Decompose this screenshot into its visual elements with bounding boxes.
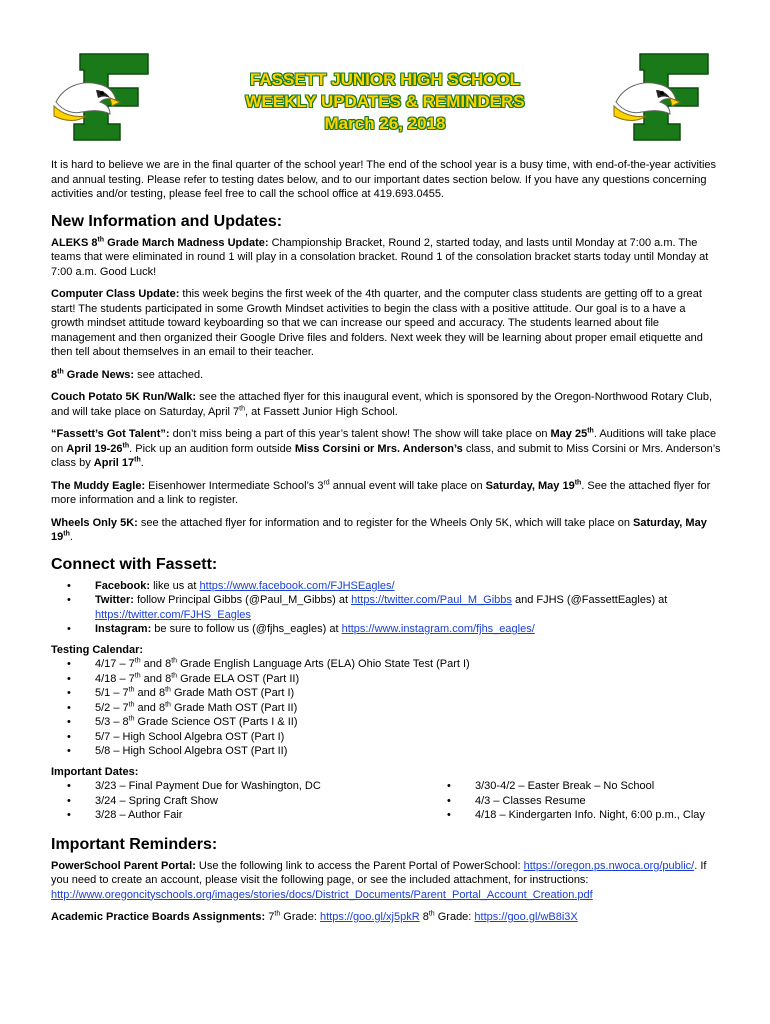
list-item: • 4/3 – Classes Resume — [475, 794, 721, 809]
aleks-update: ALEKS 8th Grade March Madness Update: Championship Bracket, Round 2, started today, and lasts until Monday at 7:00 a.m. The teams that were eliminated in round 1 will play in a consolation bracket. Round 1 of the consolation bracket starts today until Monday at 7:00 a.m. Good Luck! — [51, 235, 709, 278]
muddy-eagle-update: The Muddy Eagle: Eisenhower Intermediate School’s 3rd annual event will take place on Saturday, May 19th. See the attached flyer for more information and a link to register. — [51, 478, 711, 506]
list-item: • 3/28 – Author Fair — [95, 808, 431, 823]
newsletter-title: WEEKLY UPDATES & REMINDERS — [245, 92, 525, 111]
powerschool-label: PowerSchool Parent Portal: — [51, 859, 196, 872]
twitter-fjhs-link[interactable]: https://twitter.com/FJHS_Eagles — [95, 608, 251, 621]
computer-class-label: Computer Class Update: — [51, 288, 180, 300]
talent-show-label: “Fassett’s Got Talent”: — [51, 428, 170, 440]
twitter-principal-link[interactable]: https://twitter.com/Paul_M_Gibbs — [351, 594, 512, 606]
testing-calendar-list — [51, 657, 721, 759]
important-dates-heading: Important Dates: — [51, 765, 139, 778]
list-item: • 3/30-4/2 – Easter Break – No School — [475, 779, 721, 794]
list-item: • 3/24 – Spring Craft Show — [95, 794, 431, 809]
list-item: • 5/1 – 7th and 8th Grade Math OST (Part I) — [95, 686, 721, 701]
eagle-f-logo-icon — [612, 50, 712, 142]
powerschool-reminder: PowerSchool Parent Portal: Use the following link to access the Parent Portal of PowerSchool: https://oregon.ps.nwoca.org/public/. If you need to create an account, please visit the following page, or see the included attachment, for instructions: http://www.oregoncityschools.org/images/stories/docs/District_Documents/Parent_Portal_Account_Creation.pdf — [51, 859, 707, 901]
new-info-heading: New Information and Updates: — [51, 212, 283, 230]
muddy-eagle-label: The Muddy Eagle: — [51, 479, 146, 492]
list-item: • 4/17 – 7th and 8th Grade English Language Arts (ELA) Ohio State Test (Part I) — [95, 657, 721, 672]
connect-heading: Connect with Fassett: — [51, 555, 218, 573]
couch-potato-label: Couch Potato 5K Run/Walk: — [51, 391, 197, 403]
instagram-link[interactable]: https://www.instagram.com/fjhs_eagles/ — [341, 623, 535, 635]
list-item: • 5/3 – 8th Grade Science OST (Parts I & II) — [95, 715, 721, 730]
connect-list — [51, 579, 721, 637]
list-item: • 4/18 – Kindergarten Info. Night, 6:00 p.m., Clay — [475, 808, 721, 823]
list-item: • 4/18 – 7th and 8th Grade ELA OST (Part II) — [95, 672, 721, 687]
intro-paragraph: It is hard to believe we are in the final quarter of the school year! The end of the school year is a busy time, with end-of-the-year activities and annual testing. Please refer to testing dates below, and to our important dates section below. If you have any questions concerning activities and/or testing, please feel free to call the school office at 419.693.0455. — [51, 159, 717, 200]
grade8-label: 8th Grade News: — [51, 367, 135, 381]
wheels-only-label: Wheels Only 5K: — [51, 516, 138, 529]
list-item: • 5/2 – 7th and 8th Grade Math OST (Part II) — [95, 701, 721, 716]
computer-class-update: Computer Class Update: this week begins the first week of the 4th quarter, and the computer class students are getting off to a great start! The students participated in some Growth Mindset activities to begin the class with a positive attitude. Our goal is to a have a growth mindset attitude toward keyboarding so that we can increase our speed and accuracy. The students learned about file management and then organized their Google Drive files and folders. Next week they will be learning about proper email etiquette and then tell about themselves in an email to their teacher. — [51, 288, 703, 358]
grade8-board-link[interactable]: https://goo.gl/wB8i3X — [474, 911, 578, 923]
account-creation-link[interactable]: http://www.oregoncityschools.org/images/stories/docs/District_Documents/Parent_Portal_Account_Creation.pdf — [51, 888, 593, 901]
list-item: • Twitter: follow Principal Gibbs (@Paul_M_Gibbs) at https://twitter.com/Paul_M_Gibbs and FJHS (@FassettEagles) at https://twitter.com/FJHS_Eagles — [95, 593, 721, 622]
practice-boards-reminder: Academic Practice Boards Assignments: 7th Grade: https://goo.gl/xj5pkR 8th Grade: https://goo.gl/wB8i3X — [51, 910, 578, 923]
practice-boards-label: Academic Practice Boards Assignments: — [51, 911, 266, 923]
school-name-title: FASSETT JUNIOR HIGH SCHOOL — [249, 70, 521, 89]
newsletter-date: March 26, 2018 — [324, 114, 446, 133]
dates-right-column — [431, 779, 721, 823]
list-item: • Facebook: like us at https://www.facebook.com/FJHSEagles/ — [95, 579, 721, 594]
couch-potato-update: Couch Potato 5K Run/Walk: see the attached flyer for this inaugural event, which is sponsored by the Oregon-Northwood Rotary Club, and will take place on Saturday, April 7th, at Fassett Junior High School. — [51, 391, 713, 418]
talent-show-update: “Fassett’s Got Talent”: don’t miss being a part of this year’s talent show! The show will take place on May 25th. Auditions will take place on April 19-26th. Pick up an audition form outside Miss Corsini or Mrs. Anderson’s class, and submit to Miss Corsini or Mrs. Anderson’s class by April 17th. — [51, 427, 721, 469]
newsletter-body — [51, 158, 721, 933]
dates-left-column — [51, 779, 431, 823]
grade8-news: 8th Grade News: see attached. — [51, 367, 204, 381]
parent-portal-link[interactable]: https://oregon.ps.nwoca.org/public/ — [523, 859, 695, 872]
aleks-label: ALEKS 8th Grade March Madness Update: — [51, 235, 269, 249]
list-item: • Instagram: be sure to follow us (@fjhs_eagles) at https://www.instagram.com/fjhs_eagles/ — [95, 622, 721, 637]
list-item: • 5/8 – High School Algebra OST (Part II) — [95, 744, 721, 759]
eagle-f-logo-icon — [52, 50, 152, 142]
wheels-only-update: Wheels Only 5K: see the attached flyer for information and to register for the Wheels Only 5K, which will take place on Saturday, May 19th. — [51, 516, 707, 543]
grade7-board-link[interactable]: https://goo.gl/xj5pkR — [319, 911, 420, 923]
testing-calendar-heading: Testing Calendar: — [51, 643, 144, 656]
facebook-link[interactable]: https://www.facebook.com/FJHSEagles/ — [199, 579, 395, 592]
list-item: • 5/7 – High School Algebra OST (Part I) — [95, 730, 721, 745]
list-item: • 3/23 – Final Payment Due for Washington, DC — [95, 779, 431, 794]
important-dates-columns — [51, 779, 721, 823]
reminders-heading: Important Reminders: — [51, 835, 218, 853]
